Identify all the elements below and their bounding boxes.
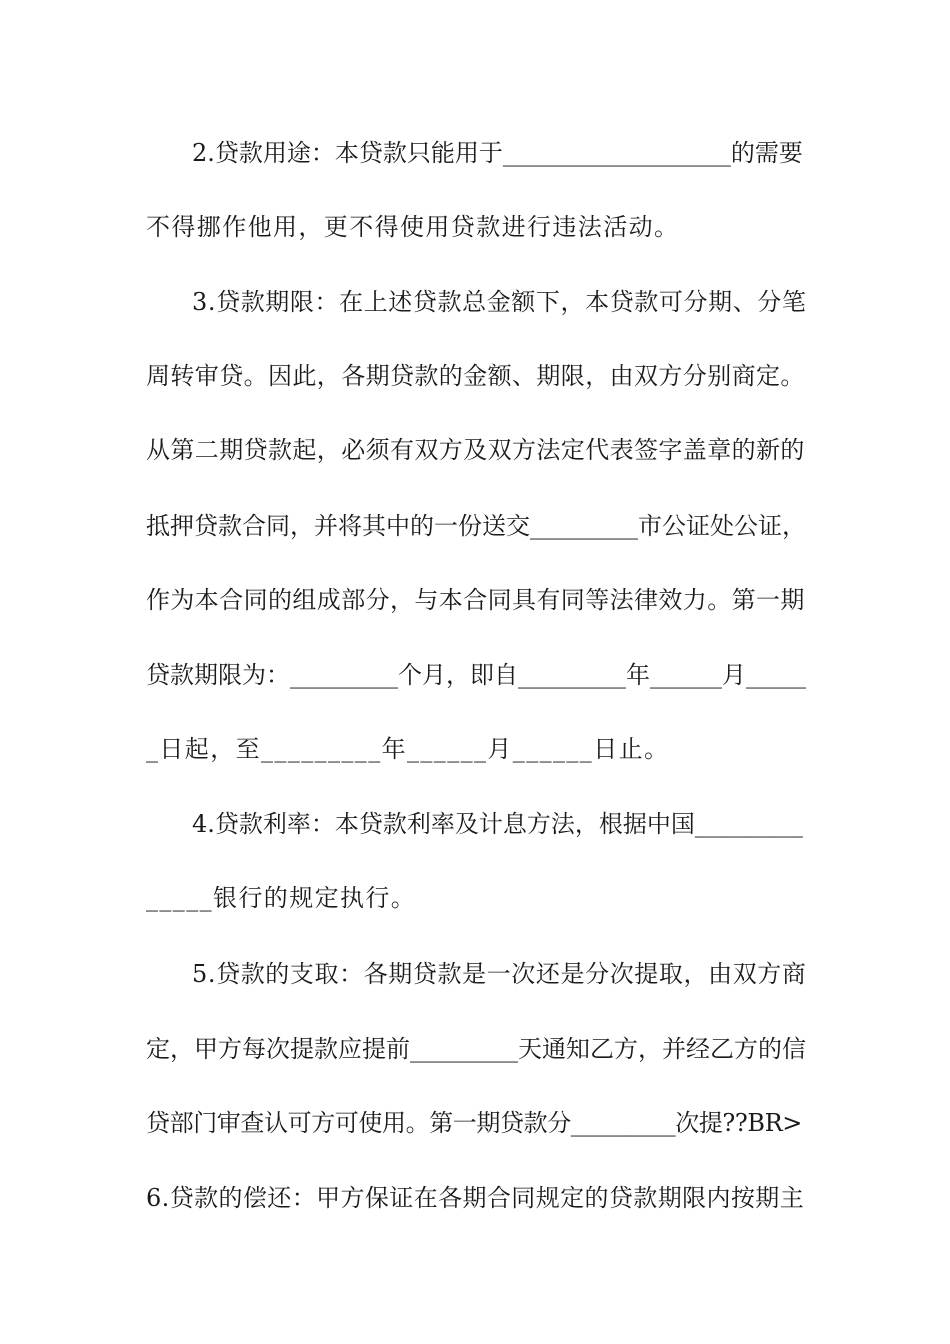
paragraph-2-line-1: 2.贷款用途：本贷款只能用于___________________的需要 <box>192 139 803 167</box>
paragraph-3-line-3: 从第二期贷款起，必须有双方及双方法定代表签字盖章的新的 <box>146 436 805 464</box>
paragraph-2-line-2: 不得挪作他用，更不得使用贷款进行违法活动。 <box>146 213 680 241</box>
paragraph-3-line-2: 周转审贷。因此，各期贷款的金额、期限，由双方分别商定。 <box>146 362 805 390</box>
paragraph-6-line-1: 6.贷款的偿还：甲方保证在各期合同规定的贷款期限内按期主 <box>146 1184 805 1212</box>
paragraph-5-line-3: 贷部门审查认可方可使用。第一期贷款分_________次提??BR> <box>146 1109 802 1137</box>
paragraph-3-line-1: 3.贷款期限：在上述贷款总金额下，本贷款可分期、分笔 <box>192 288 807 316</box>
paragraph-5-line-2: 定，甲方每次提款应提前_________天通知乙方，并经乙方的信 <box>146 1035 806 1063</box>
paragraph-3-line-6: 贷款期限为：_________个月，即自_________年______月_____ <box>146 661 806 689</box>
paragraph-3-line-5: 作为本合同的组成部分，与本合同具有同等法律效力。第一期 <box>146 586 805 614</box>
paragraph-4-line-2: _____银行的规定执行。 <box>146 884 417 912</box>
paragraph-3-line-7: _日起，至_________年______月______日止。 <box>146 735 670 763</box>
paragraph-5-line-1: 5.贷款的支取：各期贷款是一次还是分次提取，由双方商 <box>192 960 807 988</box>
paragraph-3-line-4: 抵押贷款合同，并将其中的一份送交_________市公证处公证， <box>146 512 806 540</box>
paragraph-4-line-1: 4.贷款利率：本贷款利率及计息方法，根据中国_________ <box>192 810 803 838</box>
